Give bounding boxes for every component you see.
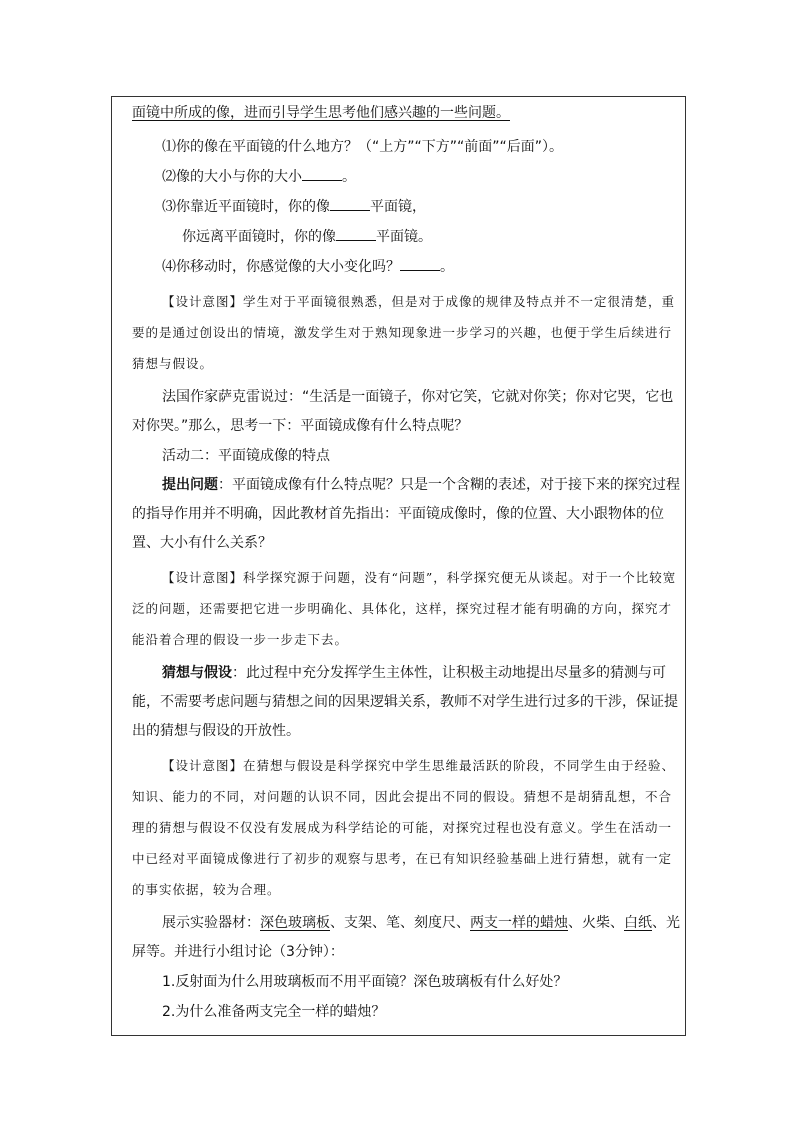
question-4-end: 。 xyxy=(440,259,454,275)
raise-question-label: 提出问题 xyxy=(162,477,218,493)
material-two-candles: 两支一样的蜡烛 xyxy=(470,915,568,931)
answer-blank xyxy=(400,258,440,271)
question-3-text: ⑶你靠近平面镜时，你的像 xyxy=(162,199,330,215)
intro-text: 面镜中所成的像，进而引导学生思考他们感兴趣的一些问题。 xyxy=(132,105,510,121)
question-2-end: 。 xyxy=(342,169,356,185)
question-3 xyxy=(132,192,682,222)
question-2 xyxy=(132,162,682,192)
design-intent-2 xyxy=(132,562,682,655)
answer-blank xyxy=(336,228,376,241)
hypothesis-label: 猜想与假设 xyxy=(162,665,232,681)
question-1: ⑴你的像在平面镜的什么地方？（“上方”“下方”“前面”“后面”）。 xyxy=(162,139,564,155)
raise-question-paragraph xyxy=(132,471,682,558)
hypothesis-paragraph xyxy=(132,659,682,746)
materials-list: 、光屏等。并进行小组讨论（3分钟）： xyxy=(132,915,680,960)
question-3b xyxy=(132,222,682,252)
question-4-text: ⑷你移动时，你感觉像的大小变化吗？ xyxy=(162,259,400,275)
answer-blank xyxy=(330,198,370,211)
document-content xyxy=(132,98,682,1027)
materials-prefix: 展示实验器材： xyxy=(162,915,260,931)
material-white-paper: 白纸 xyxy=(624,915,652,931)
design-intent-body: 在猜想与假设是科学探究中学生思维最活跃的阶段，不同学生由于经验、知识、能力的不同，对问题的认识不同，因此会提出不同的假设。猜想不是胡猜乱想，不合理的猜想与假设不仅没有发展成为科学结论的可能，对探究过程也没有意义。学生在活动一中已经对平面镜成像进行了初步的观察与思考，在已有知识经验基础上进行猜想，就有一定的事实依据，较为合理。 xyxy=(132,758,676,897)
design-intent-body: 学生对于平面镜很熟悉，但是对于成像的规律及特点并不一定很清楚，重要的是通过创设出的情境，激发学生对于熟知现象进一步学习的兴趣，也便于学生后续进行猜想与假设。 xyxy=(132,294,676,371)
discussion-2: 2.为什么准备两支完全一样的蜡烛？ xyxy=(162,1004,386,1020)
materials-list: 、支架、笔、刻度尺、 xyxy=(330,915,470,931)
design-intent-heading: 【设计意图】 xyxy=(162,758,244,773)
material-dark-glass: 深色玻璃板 xyxy=(260,915,330,931)
materials-paragraph xyxy=(132,909,682,967)
quote-paragraph: 法国作家萨克雷说过：“生活是一面镜子，你对它笑，它就对你笑；你对它哭，它也对你哭。”那么，思考一下：平面镜成像有什么特点呢？ xyxy=(132,389,674,434)
materials-list: 、火柴、 xyxy=(568,915,624,931)
activity-2-heading: 活动二：平面镜成像的特点 xyxy=(162,448,330,464)
question-4 xyxy=(132,252,682,282)
design-intent-3 xyxy=(132,750,682,905)
question-2-text: ⑵像的大小与你的大小 xyxy=(162,169,302,185)
hypothesis-body: ：此过程中充分发挥学生主体性，让积极主动地提出尽量多的猜测与可能，不需要考虑问题与猜想之间的因果逻辑关系，教师不对学生进行过多的干涉，保证提出的猜想与假设的开放性。 xyxy=(132,665,678,739)
intro-line xyxy=(132,98,682,128)
discussion-1: 1.反射面为什么用玻璃板而不用平面镜？深色玻璃板有什么好处？ xyxy=(162,974,568,990)
question-3b-text: 你远离平面镜时，你的像 xyxy=(182,229,336,245)
raise-question-body: ：平面镜成像有什么特点呢？只是一个含糊的表述，对于接下来的探究过程的指导作用并不明确，因此教材首先指出：平面镜成像时，像的位置、大小跟物体的位置、大小有什么关系？ xyxy=(132,477,680,551)
question-3b-end: 平面镜。 xyxy=(376,229,432,245)
design-intent-1 xyxy=(132,286,682,379)
answer-blank xyxy=(302,168,342,181)
question-3-end: 平面镜， xyxy=(370,199,426,215)
design-intent-body: 科学探究源于问题，没有“问题”，科学探究便无从谈起。对于一个比较宽泛的问题，还需要把它进一步明确化、具体化，这样，探究过程才能有明确的方向，探究才能沿着合理的假设一步一步走下去。 xyxy=(132,570,677,647)
design-intent-heading: 【设计意图】 xyxy=(162,570,244,585)
design-intent-heading: 【设计意图】 xyxy=(162,294,244,309)
